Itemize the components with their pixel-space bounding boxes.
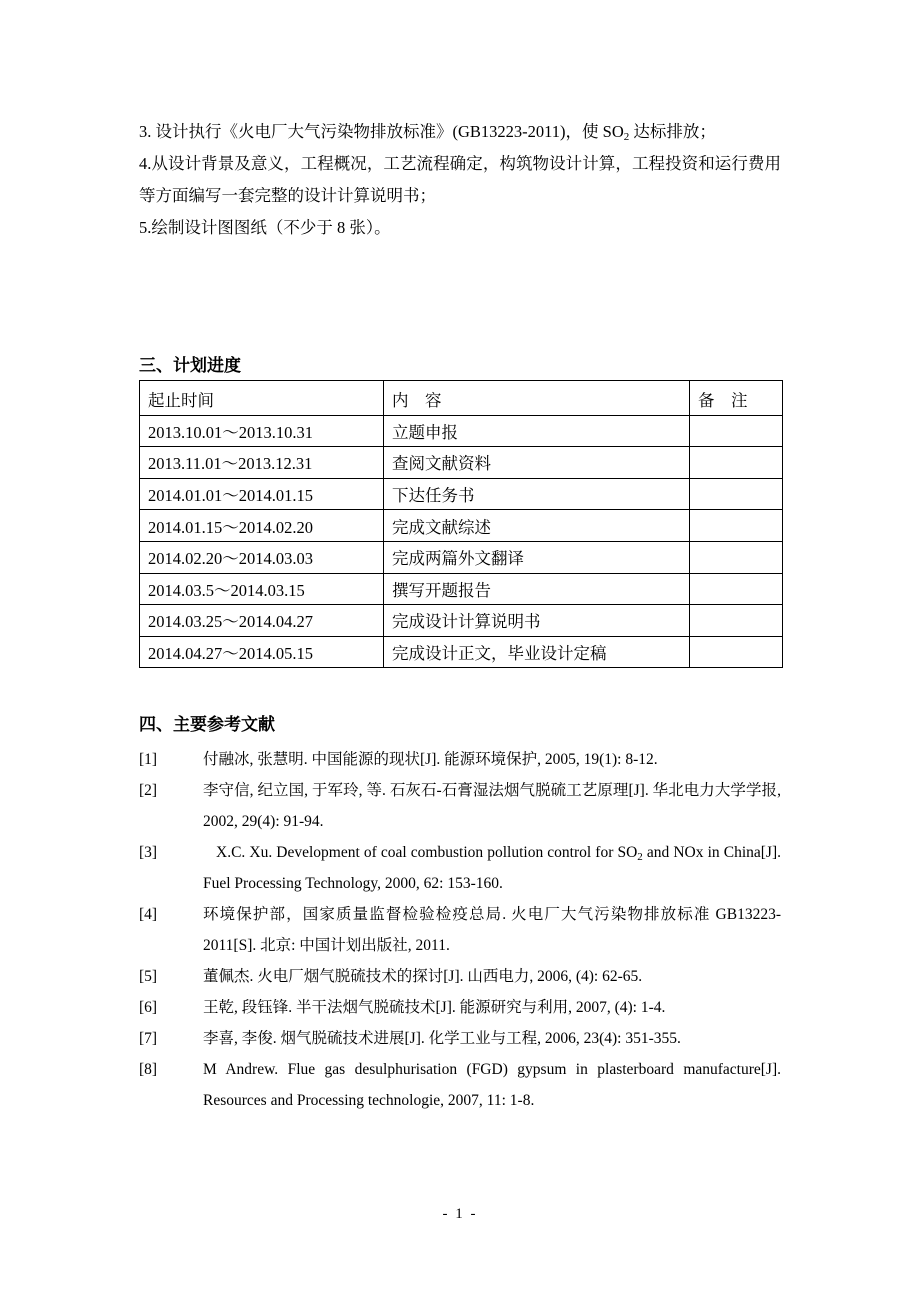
- note-cell: [690, 573, 783, 605]
- reference-number: [3]: [139, 844, 158, 861]
- reference-text: 李喜, 李俊. 烟气脱硫技术进展[J]. 化学工业与工程, 2006, 23(4): 351-355.: [203, 1030, 681, 1047]
- table-row: [140, 447, 783, 479]
- table-row: [140, 573, 783, 605]
- content-cell: 完成两篇外文翻译: [384, 541, 690, 573]
- note-cell: [690, 510, 783, 542]
- reference-item: [139, 744, 781, 775]
- table-row: [140, 541, 783, 573]
- reference-number: [6]: [139, 999, 158, 1016]
- reference-item: [139, 837, 781, 899]
- note-cell: [690, 541, 783, 573]
- note-cell: [690, 605, 783, 637]
- references-heading: 四、主要参考文献: [139, 715, 275, 734]
- page-number: - 1 -: [442, 1206, 478, 1222]
- reference-number: [8]: [139, 1061, 158, 1078]
- reference-number: [4]: [139, 906, 158, 923]
- column-header-content: 内 容: [384, 381, 690, 416]
- requirement-item-3-tail: 达标排放；: [629, 122, 716, 141]
- reference-item: [139, 961, 781, 992]
- period-cell: 2013.10.01～2013.10.31: [140, 415, 384, 447]
- period-cell: 2014.01.01～2014.01.15: [140, 478, 384, 510]
- requirement-item-3-text: 3. 设计执行《火电厂大气污染物排放标准》(GB13223-2011)，使 SO: [139, 122, 624, 141]
- plan-table: [139, 380, 783, 668]
- requirements-list: [139, 116, 781, 244]
- content-cell: 撰写开题报告: [384, 573, 690, 605]
- content-cell: 完成设计正文，毕业设计定稿: [384, 636, 690, 668]
- reference-text-part: X.C. Xu. Development of coal combustion pollution control for SO: [216, 844, 638, 861]
- content-cell: 下达任务书: [384, 478, 690, 510]
- reference-number: [5]: [139, 968, 158, 985]
- reference-number: [2]: [139, 782, 158, 799]
- column-header-period: 起止时间: [140, 381, 384, 416]
- reference-text: 王乾, 段钰锋. 半干法烟气脱硫技术[J]. 能源研究与利用, 2007, (4): 1-4.: [203, 999, 666, 1016]
- requirement-item-3: [139, 116, 781, 148]
- content-cell: 查阅文献资料: [384, 447, 690, 479]
- reference-item: [139, 775, 781, 837]
- table-row: [140, 510, 783, 542]
- plan-heading: 三、计划进度: [139, 356, 241, 375]
- period-cell: 2014.03.5～2014.03.15: [140, 573, 384, 605]
- content-cell: 完成设计计算说明书: [384, 605, 690, 637]
- note-cell: [690, 636, 783, 668]
- reference-text: 董佩杰. 火电厂烟气脱硫技术的探讨[J]. 山西电力, 2006, (4): 62-65.: [203, 968, 643, 985]
- requirement-item-4: 4.从设计背景及意义，工程概况，工艺流程确定，构筑物设计计算，工程投资和运行费用等方面编写一套完整的设计计算说明书；: [139, 154, 781, 205]
- reference-item: [139, 992, 781, 1023]
- reference-text: 李守信, 纪立国, 于军玲, 等. 石灰石-石膏湿法烟气脱硫工艺原理[J]. 华北电力大学学报, 2002, 29(4): 91-94.: [203, 782, 781, 830]
- reference-text-part: and NOx in China[J]. Fuel Processing Technology, 2000, 62: 153-160.: [203, 844, 782, 892]
- reference-text: 付融冰, 张慧明. 中国能源的现状[J]. 能源环境保护, 2005, 19(1): 8-12.: [203, 751, 658, 768]
- reference-text: 环境保护部，国家质量监督检验检疫总局. 火电厂大气污染物排放标准 GB13223-2011[S]. 北京: 中国计划出版社, 2011.: [203, 906, 781, 954]
- reference-item: [139, 1023, 781, 1054]
- table-row: [140, 478, 783, 510]
- reference-text: M Andrew. Flue gas desulphurisation (FGD) gypsum in plasterboard manufacture[J]. Resources and Processing technologie, 2007, 11: 1-8.: [203, 1061, 781, 1109]
- table-row: [140, 605, 783, 637]
- period-cell: 2014.01.15～2014.02.20: [140, 510, 384, 542]
- note-cell: [690, 447, 783, 479]
- period-cell: 2014.02.20～2014.03.03: [140, 541, 384, 573]
- content-cell: 完成文献综述: [384, 510, 690, 542]
- plan-table-header: [140, 381, 783, 416]
- reference-text: [203, 837, 781, 899]
- reference-number: [7]: [139, 1030, 158, 1047]
- table-row: [140, 415, 783, 447]
- column-header-note: 备 注: [690, 381, 783, 416]
- period-cell: 2014.03.25～2014.04.27: [140, 605, 384, 637]
- references-list: [139, 744, 781, 1116]
- so2-subscript: 2: [623, 131, 630, 143]
- requirement-item-5: 5.绘制设计图图纸（不少于 8 张）。: [139, 218, 391, 237]
- table-row: [140, 636, 783, 668]
- period-cell: 2014.04.27～2014.05.15: [140, 636, 384, 668]
- reference-item: [139, 1054, 781, 1116]
- reference-number: [1]: [139, 751, 158, 768]
- note-cell: [690, 415, 783, 447]
- so2-subscript: 2: [637, 851, 643, 863]
- reference-item: [139, 899, 781, 961]
- period-cell: 2013.11.01～2013.12.31: [140, 447, 384, 479]
- content-cell: 立题申报: [384, 415, 690, 447]
- note-cell: [690, 478, 783, 510]
